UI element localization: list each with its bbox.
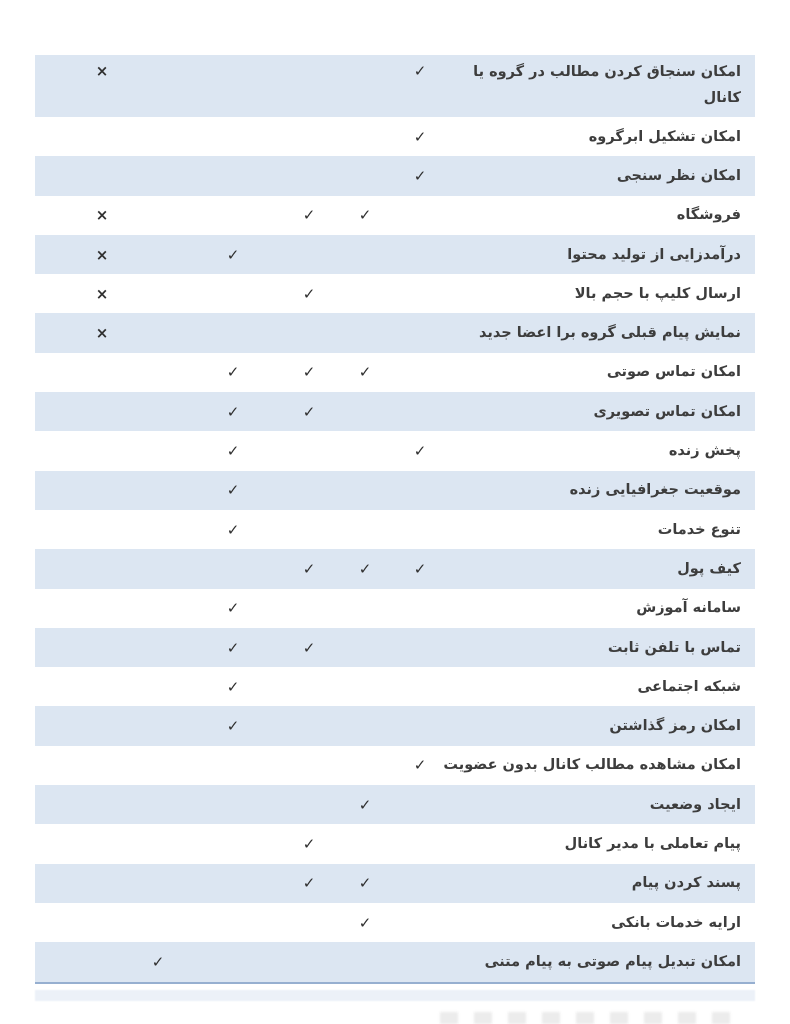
checkmark-icon: ✓	[358, 206, 372, 225]
checkmark-icon: ✓	[226, 520, 240, 539]
cross-icon: ×	[95, 206, 109, 225]
table-row	[35, 549, 755, 588]
checkmark-icon: ✓	[302, 206, 316, 225]
table-row	[35, 589, 755, 628]
checkmark-icon: ✓	[413, 559, 427, 578]
checkmark-icon: ✓	[226, 599, 240, 618]
table-row	[35, 706, 755, 745]
checkmark-icon: ✓	[226, 402, 240, 421]
feature-label: امکان سنجاق کردن مطالب در گروه یا کانال	[473, 64, 741, 106]
checkmark-icon: ✓	[226, 245, 240, 264]
feature-label: کیف پول	[677, 560, 741, 577]
table-row	[35, 156, 755, 195]
checkmark-icon: ✓	[151, 952, 165, 971]
feature-label: امکان مشاهده مطالب کانال بدون عضویت	[443, 757, 741, 774]
feature-label: امکان نظر سنجی	[616, 167, 741, 184]
feature-label: موقعیت جغرافیایی زنده	[569, 482, 741, 499]
table-row	[35, 55, 755, 117]
table-row	[35, 274, 755, 313]
feature-label: امکان تبدیل پیام صوتی به پیام متنی	[484, 953, 741, 970]
feature-label: ارایه خدمات بانکی	[611, 914, 741, 931]
table-row	[35, 824, 755, 863]
feature-label: امکان تماس صوتی	[606, 364, 741, 381]
feature-label: امکان رمز گذاشتن	[609, 718, 741, 735]
feature-comparison-table	[35, 55, 755, 984]
table-row	[35, 785, 755, 824]
table-row	[35, 235, 755, 274]
cross-icon: ×	[95, 245, 109, 264]
checkmark-icon: ✓	[302, 402, 316, 421]
table-row	[35, 353, 755, 392]
checkmark-icon: ✓	[302, 284, 316, 303]
feature-label: تنوع خدمات	[657, 521, 741, 538]
checkmark-icon: ✓	[413, 62, 427, 80]
checkmark-icon: ✓	[358, 874, 372, 893]
feature-label: ایجاد وضعیت	[649, 796, 741, 813]
checkmark-icon: ✓	[302, 363, 316, 382]
table-row	[35, 471, 755, 510]
feature-label: پیام تعاملی با مدیر کانال	[564, 835, 741, 852]
table-row	[35, 864, 755, 903]
table-row	[35, 313, 755, 352]
cropped-caption-artifact	[440, 1012, 740, 1024]
checkmark-icon: ✓	[358, 913, 372, 932]
checkmark-icon: ✓	[413, 442, 427, 461]
feature-label: فروشگاه	[676, 207, 741, 224]
table-row	[35, 117, 755, 156]
checkmark-icon: ✓	[302, 874, 316, 893]
feature-label: شبکه اجتماعی	[637, 678, 741, 695]
cross-icon: ×	[95, 324, 109, 343]
feature-label: ارسال کلیپ با حجم بالا	[574, 285, 741, 302]
cropped-next-row-artifact	[35, 990, 755, 1001]
checkmark-icon: ✓	[413, 127, 427, 146]
table-row	[35, 196, 755, 235]
table-row	[35, 628, 755, 667]
checkmark-icon: ✓	[226, 677, 240, 696]
checkmark-icon: ✓	[226, 717, 240, 736]
feature-label: پخش زنده	[668, 443, 741, 460]
checkmark-icon: ✓	[302, 638, 316, 657]
table-row	[35, 392, 755, 431]
feature-label: درآمدزایی از تولید محتوا	[567, 246, 741, 263]
checkmark-icon: ✓	[226, 481, 240, 500]
feature-label: تماس با تلفن ثابت	[607, 639, 741, 656]
table-row	[35, 431, 755, 470]
table-row	[35, 942, 755, 981]
checkmark-icon: ✓	[226, 638, 240, 657]
cross-icon: ×	[95, 62, 109, 80]
table-row	[35, 746, 755, 785]
checkmark-icon: ✓	[358, 363, 372, 382]
checkmark-icon: ✓	[302, 834, 316, 853]
checkmark-icon: ✓	[358, 559, 372, 578]
checkmark-icon: ✓	[413, 756, 427, 775]
feature-label: امکان تماس تصویری	[593, 403, 741, 420]
table-row	[35, 510, 755, 549]
feature-label: پسند کردن پیام	[631, 875, 741, 892]
checkmark-icon: ✓	[413, 166, 427, 185]
checkmark-icon: ✓	[302, 559, 316, 578]
table-row	[35, 667, 755, 706]
checkmark-icon: ✓	[358, 795, 372, 814]
feature-label: امکان تشکیل ابرگروه	[588, 128, 741, 145]
feature-label: نمایش پیام قبلی گروه برا اعضا جدید	[479, 325, 741, 342]
feature-label: سامانه آموزش	[636, 600, 741, 617]
checkmark-icon: ✓	[226, 442, 240, 461]
checkmark-icon: ✓	[226, 363, 240, 382]
table-row	[35, 903, 755, 942]
cross-icon: ×	[95, 284, 109, 303]
